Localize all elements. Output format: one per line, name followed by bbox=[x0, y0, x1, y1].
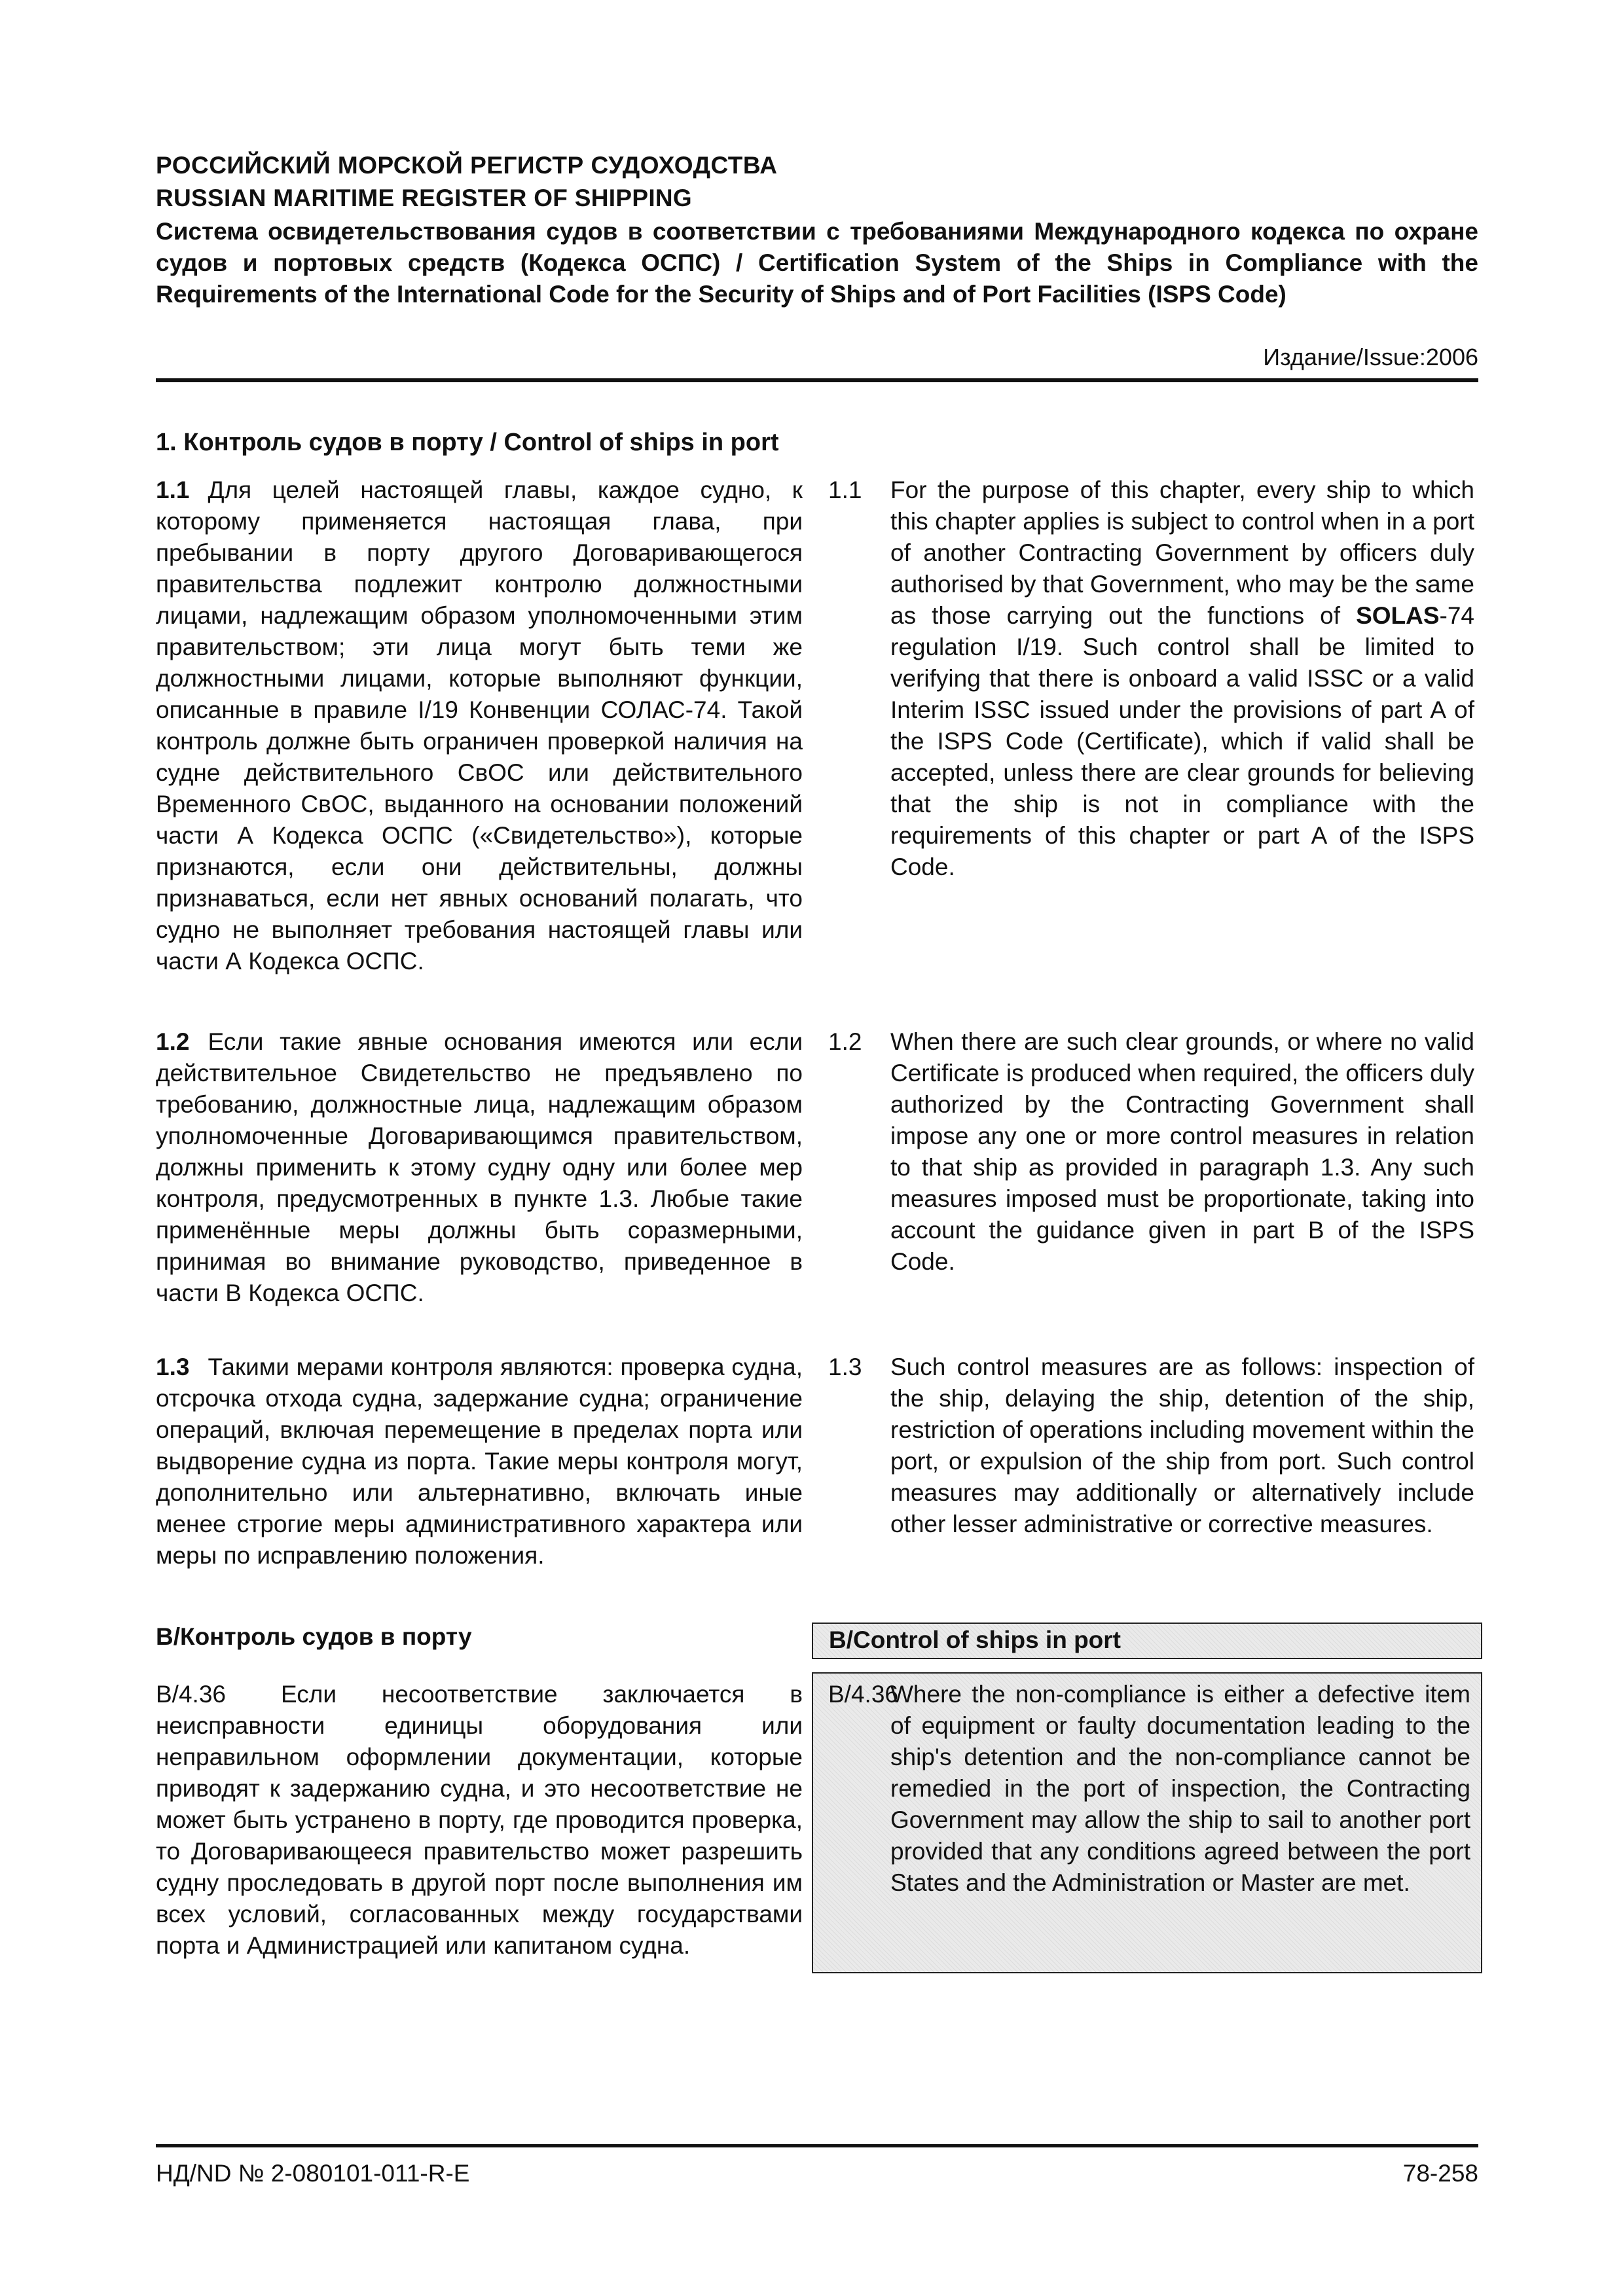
paragraph-en-1-1 bbox=[890, 475, 1474, 883]
paragraph-text: Такими мерами контроля являются: проверка судна, отсрочка отхода судна, задержание судна; ограничение операций, включая перемещение в пределах порта или выдворение судна из порта. Такие меры контроля могут, дополнительно или альтернативно, включать иные менее строгие меры административного характера или меры по исправлению положения. bbox=[156, 1354, 803, 1569]
document-number: НД/ND № 2-080101-011-R-E bbox=[156, 2160, 470, 2187]
paragraph-text: For the purpose of this chapter, every ship to which this chapter applies is subject to control when in a port of another Contracting Government by officers duly authorised by that Government, who may be the same as those carrying out the functions of bbox=[890, 476, 1474, 629]
solas-term: SOLAS bbox=[1356, 602, 1440, 629]
part-b-title-en: B/Control of ships in port bbox=[812, 1623, 1482, 1659]
paragraph-number-en: B/4.36 bbox=[828, 1681, 898, 1708]
paragraph-ru-1-3 bbox=[156, 1352, 803, 1571]
page-number: 78-258 bbox=[1402, 2160, 1478, 2187]
paragraph-number: 1.3 bbox=[156, 1354, 190, 1380]
paragraph-ru-1-1 bbox=[156, 475, 803, 977]
paragraph-en-b-4-36: Where the non-compliance is either a defective item of equipment or faulty documentation leading to the ship's detention and the non-compliance cannot be remedied in the port of inspection, the Contracting Government may allow the ship to sail to another port provided that any conditions agreed between the port States and the Administration or Master are met. bbox=[890, 1681, 1470, 1896]
org-name-en: RUSSIAN MARITIME REGISTER OF SHIPPING bbox=[156, 185, 692, 211]
paragraph-number: 1.2 bbox=[156, 1028, 190, 1055]
paragraph-ru-1-2 bbox=[156, 1026, 803, 1309]
paragraph-number: В/4.36 bbox=[156, 1681, 226, 1708]
paragraph-text: -74 regulation I/19. Such control shall be limited to verifying that there is onboard a valid ISSC or a valid Interim ISSC issued under the provisions of part A of the ISPS Code (Certificate), which if valid shall be accepted, unless there are clear grounds for believing that the ship is not in compliance with the requirements of this chapter or part A of the ISPS Code. bbox=[890, 602, 1475, 880]
issue-label: Издание/Issue:2006 bbox=[1263, 344, 1478, 370]
system-title: Система освидетельствования судов в соответствии с требованиями Международного кодекса по охране судов и портовых средств (Кодекса ОСПС) / Certification System of the Ships in Compliance with the Requirements of the International Code for the Security of Ships and of Port Facilities (ISPS Code) bbox=[156, 218, 1478, 308]
paragraph-en-1-2: When there are such clear grounds, or where no valid Certificate is produced when required, the officers duly authorized by the Contracting Government shall impose any one or more control measures in relation to that ship as provided in paragraph 1.3. Any such measures imposed must be proportionate, taking into account the guidance given in part B of the ISPS Code. bbox=[890, 1028, 1474, 1275]
paragraph-text: Если несоответствие заключается в неисправности единицы оборудования или неправильном оформлении документации, которые приводят к задержанию судна, и это несоответствие не может быть устранено в порту, где проводится проверка, то Договаривающееся правительство может разрешить судну проследовать в другой порт после выполнения им всех условий, согласованных между государствами порта и Администрацией или капитаном судна. bbox=[156, 1681, 803, 1959]
paragraph-number: 1.1 bbox=[156, 476, 190, 503]
paragraph-en-1-3: Such control measures are as follows: inspection of the ship, delaying the ship, detention of the ship, restriction of operations including movement within the port, or expulsion of the ship from port. Such control measures may additionally or alternatively include other lesser administrative or corrective measures. bbox=[890, 1354, 1474, 1537]
paragraph-number-en: 1.3 bbox=[828, 1354, 862, 1380]
part-b-title-ru: В/Контроль судов в порту bbox=[156, 1623, 472, 1650]
paragraph-number-en: 1.1 bbox=[828, 476, 862, 503]
paragraph-number-en: 1.2 bbox=[828, 1028, 862, 1055]
paragraph-ru-b-4-36 bbox=[156, 1679, 803, 1962]
header-divider bbox=[156, 378, 1478, 382]
section-title: 1. Контроль судов в порту / Control of ships in port bbox=[156, 429, 779, 456]
footer-divider bbox=[156, 2144, 1478, 2147]
org-name-ru: РОССИЙСКИЙ МОРСКОЙ РЕГИСТР СУДОХОДСТВА bbox=[156, 152, 778, 179]
paragraph-text: Для целей настоящей главы, каждое судно, к которому применяется настоящая глава, при пребывании в порту другого Договаривающегося правительства подлежит контролю должностными лицами, надлежащим образом уполномоченными этим правительством; эти лица могут быть теми же должностными лицами, которые выполняют функции, описанные в правиле I/19 Конвенции СОЛАС-74. Такой контроль должне быть ограничен проверкой наличия на судне действительного СвОС или действительного Временного СвОС, выданного на основании положений части А Кодекса ОСПС («Свидетельство»), которые признаются, если они действительны, должны признаваться, если нет явных оснований полагать, что судно не выполняет требования настоящей главы или части А Кодекса ОСПС. bbox=[156, 476, 803, 975]
paragraph-text: Если такие явные основания имеются или если действительное Свидетельство не предъявлено по требованию, должностные лица, надлежащим образом уполномоченные Договаривающимся правительством, должны применить к этому судну одну или более мер контроля, предусмотренных в пункте 1.3. Любые такие применённые меры должны быть соразмерными, принимая во внимание руководство, приведенное в части В Кодекса ОСПС. bbox=[156, 1028, 803, 1306]
